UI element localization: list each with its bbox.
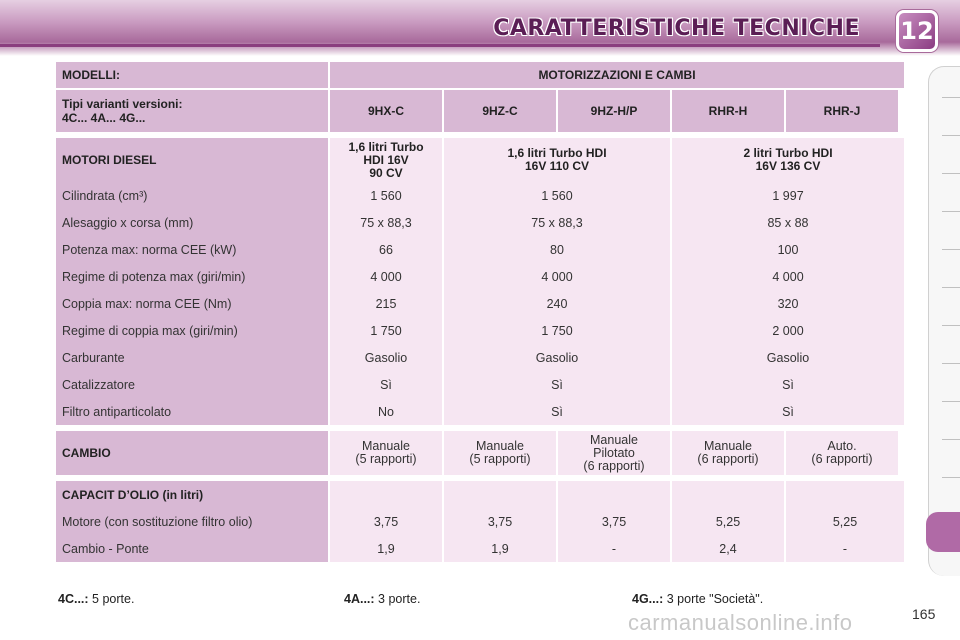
oil-value: 1,9 (377, 541, 395, 556)
spec-label: Catalizzatore (62, 377, 135, 392)
side-tab[interactable] (942, 325, 960, 326)
chapter-badge[interactable]: 12 (896, 10, 938, 52)
spec-value: Sì (551, 404, 563, 419)
side-tab[interactable] (942, 439, 960, 440)
gearbox-cell: Manuale Pilotato (6 rapporti) (558, 431, 670, 475)
spec-row (56, 182, 904, 209)
side-tab-strip[interactable] (928, 66, 960, 576)
spec-label: Potenza max: norma CEE (kW) (62, 242, 237, 257)
oil-value: 3,75 (601, 514, 627, 529)
spec-value: Gasolio (766, 350, 810, 365)
oil-header-row (56, 481, 904, 508)
spec-row (56, 236, 904, 263)
page-number: 165 (912, 606, 936, 622)
diesel-header-row (56, 138, 904, 182)
oil-row (56, 535, 904, 562)
spec-row (56, 317, 904, 344)
spec-value: 75 x 88,3 (360, 215, 412, 230)
spec-row (56, 398, 904, 425)
variant-cell: 9HZ-H/P (558, 90, 670, 132)
watermark: carmanualsonline.info (628, 610, 853, 635)
spec-label: Regime di potenza max (giri/min) (62, 269, 246, 284)
spec-label: Regime di coppia max (giri/min) (62, 323, 238, 338)
side-tab[interactable] (942, 211, 960, 212)
side-tab[interactable] (942, 477, 960, 478)
specs-table (56, 62, 904, 562)
header-line (0, 44, 880, 47)
oil-section (56, 481, 904, 562)
spec-value: Sì (782, 377, 794, 392)
spec-value: Sì (782, 404, 794, 419)
spec-label: Coppia max: norma CEE (Nm) (62, 296, 232, 311)
spec-value: 100 (777, 242, 799, 257)
side-tab[interactable] (942, 401, 960, 402)
gearbox-cell: Manuale (5 rapporti) (444, 431, 556, 475)
spec-value: 75 x 88,3 (531, 215, 583, 230)
oil-row (56, 508, 904, 535)
models-row (56, 62, 904, 88)
spec-value: 85 x 88 (767, 215, 809, 230)
oil-value: - (611, 541, 617, 556)
gearbox-label: CAMBIO (56, 431, 328, 475)
variant-cell: RHR-H (672, 90, 784, 132)
spec-value: 4 000 (370, 269, 402, 284)
spec-value: 320 (777, 296, 799, 311)
side-tab[interactable] (942, 173, 960, 174)
spec-value: 80 (550, 242, 564, 257)
spec-row (56, 263, 904, 290)
spec-value: Sì (551, 377, 563, 392)
gearbox-cell: Manuale (6 rapporti) (672, 431, 784, 475)
engine-group: 2 litri Turbo HDI 16V 136 CV (743, 146, 833, 173)
spec-value: 240 (546, 296, 568, 311)
footnote-4g: 4G...: 3 porte "Società". (632, 592, 764, 606)
oil-value: 1,9 (491, 541, 509, 556)
oil-row-label: Motore (con sostituzione filtro olio) (62, 514, 253, 529)
variant-cell: 9HX-C (330, 90, 442, 132)
oil-row-label: Cambio - Ponte (62, 541, 149, 556)
oil-value: 5,25 (715, 514, 741, 529)
footnote-4c: 4C...: 5 porte. (58, 592, 135, 606)
page-title: CARATTERISTICHE TECNICHE (493, 16, 860, 41)
spec-value: 1 560 (541, 188, 573, 203)
footnote-4a: 4A...: 3 porte. (344, 592, 421, 606)
gearbox-cell: Manuale (5 rapporti) (330, 431, 442, 475)
gearbox-cell: Auto. (6 rapporti) (786, 431, 898, 475)
oil-label: CAPACIT D’OLIO (in litri) (62, 487, 204, 502)
spec-value: Sì (380, 377, 392, 392)
oil-value: 3,75 (373, 514, 399, 529)
oil-value: 3,75 (487, 514, 513, 529)
variants-label: Tipi varianti versioni: 4C... 4A... 4G... (56, 90, 328, 132)
spec-value: 4 000 (772, 269, 804, 284)
side-tab[interactable] (942, 135, 960, 136)
variant-cell: 9HZ-C (444, 90, 556, 132)
spec-label: Carburante (62, 350, 125, 365)
spec-value: Gasolio (364, 350, 408, 365)
variant-cell: RHR-J (786, 90, 898, 132)
diesel-section (56, 138, 904, 425)
spec-value: 1 560 (370, 188, 402, 203)
spec-row (56, 290, 904, 317)
oil-value: 2,4 (719, 541, 737, 556)
oil-value: 5,25 (832, 514, 858, 529)
spec-label: Filtro antiparticolato (62, 404, 172, 419)
engines-label: MOTORIZZAZIONI E CAMBI (330, 62, 904, 88)
spec-value: 1 750 (541, 323, 573, 338)
gearbox-row (56, 431, 904, 475)
diesel-label: MOTORI DIESEL (62, 153, 157, 167)
variants-row (56, 90, 904, 132)
spec-value: 66 (379, 242, 393, 257)
spec-row (56, 344, 904, 371)
spec-value: 2 000 (772, 323, 804, 338)
side-tab[interactable] (942, 97, 960, 98)
spec-value: No (378, 404, 394, 419)
models-label: MODELLI: (56, 62, 328, 88)
oil-value: - (842, 541, 848, 556)
spec-value: 1 750 (370, 323, 402, 338)
spec-row (56, 209, 904, 236)
engine-group: 1,6 litri Turbo HDI 16V 110 CV (507, 146, 607, 173)
side-tab[interactable] (942, 287, 960, 288)
spec-row (56, 371, 904, 398)
spec-label: Cilindrata (cm³) (62, 188, 148, 203)
engine-group: 1,6 litri Turbo HDI 16V 90 CV (348, 139, 424, 180)
side-tab-active[interactable] (926, 512, 960, 552)
spec-value: 4 000 (541, 269, 573, 284)
side-tab[interactable] (942, 363, 960, 364)
spec-value: 1 997 (772, 188, 804, 203)
spec-label: Alesaggio x corsa (mm) (62, 215, 194, 230)
side-tab[interactable] (942, 249, 960, 250)
spec-value: 215 (375, 296, 397, 311)
spec-value: Gasolio (535, 350, 579, 365)
